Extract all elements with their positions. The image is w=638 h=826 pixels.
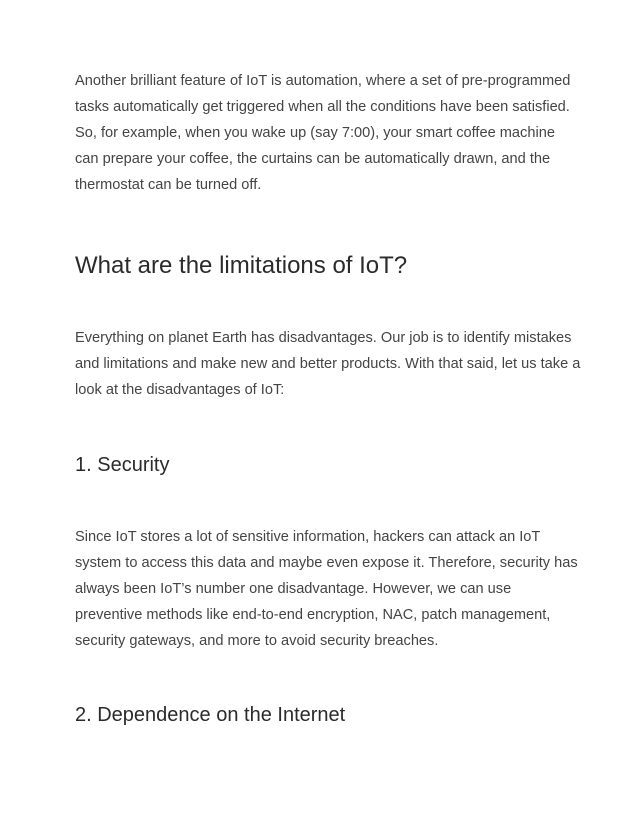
text-line: thermostat can be turned off. [75,177,262,193]
text-line: system to access this data and maybe even expose it. Therefore, security has [75,555,578,571]
text-line: can prepare your coffee, the curtains can be automatically drawn, and the [75,151,551,167]
text-line: and limitations and make new and better products. With that said, let us take a [75,356,581,372]
text-line: Since IoT stores a lot of sensitive information, hackers can attack an IoT [75,529,541,545]
text-line: So, for example, when you wake up (say 7:00), your smart coffee machine [75,125,555,141]
text-line: look at the disadvantages of IoT: [75,382,285,398]
text-line: Another brilliant feature of IoT is automation, where a set of pre-programmed [75,73,571,89]
paragraph-automation [75,68,570,198]
text-line: Everything on planet Earth has disadvantages. Our job is to identify mistakes [75,330,572,346]
heading-limitations: What are the limitations of IoT? [75,252,408,279]
text-line: security gateways, and more to avoid security breaches. [75,633,439,649]
paragraph-limitations-intro [75,325,580,403]
text-line: preventive methods like end-to-end encryption, NAC, patch management, [75,607,551,623]
text-line: always been IoT’s number one disadvantage. However, we can use [75,581,512,597]
paragraph-security [75,524,578,654]
heading-security: 1. Security [75,454,170,476]
text-line: tasks automatically get triggered when all the conditions have been satisfied. [75,99,570,115]
heading-dependence-on-internet: 2. Dependence on the Internet [75,704,346,726]
